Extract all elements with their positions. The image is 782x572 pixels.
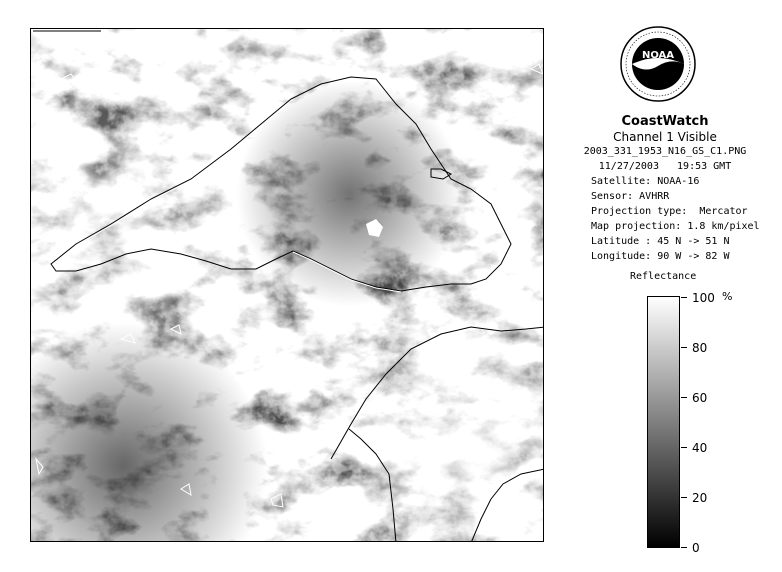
satellite-image: [30, 28, 544, 542]
scale-tick-label: 100: [692, 291, 715, 305]
sensor-label: Sensor: AVHRR: [591, 191, 670, 202]
scale-tick-label: 0: [692, 541, 700, 555]
channel-label: Channel 1 Visible: [613, 130, 717, 144]
latitude-label: Latitude : 45 N -> 51 N: [591, 236, 730, 247]
map-projection-label: Map projection: 1.8 km/pixel: [591, 221, 760, 232]
scale-tick: [681, 397, 687, 398]
scale-tick: [681, 447, 687, 448]
scale-tick-label: 80: [692, 341, 708, 355]
scale-tick: [681, 497, 687, 498]
noaa-logo: [619, 22, 697, 110]
scale-tick-label: 40: [692, 441, 708, 455]
satellite-cloud-imagery: [31, 29, 544, 542]
scale-tick: [681, 297, 687, 298]
filename-label: 2003_331_1953_N16_GS_C1.PNG: [583, 146, 747, 157]
scale-tick: [681, 547, 687, 548]
longitude-label: Longitude: 90 W -> 82 W: [591, 251, 730, 262]
satellite-label: Satellite: NOAA-16: [591, 176, 700, 187]
projection-type-label: Projection type: Mercator: [591, 206, 748, 217]
scale-tick-label: 60: [692, 391, 708, 405]
reflectance-colorbar: [647, 296, 680, 548]
datetime-label: 11/27/2003 19:53 GMT: [598, 161, 732, 172]
scale-unit: %: [722, 290, 733, 303]
scale-tick: [681, 347, 687, 348]
scale-tick-label: 20: [692, 491, 708, 505]
scale-title: Reflectance: [630, 271, 697, 282]
metadata-panel: [560, 114, 770, 264]
app-title: CoastWatch: [621, 114, 709, 129]
svg-text:NOAA: NOAA: [641, 50, 675, 61]
